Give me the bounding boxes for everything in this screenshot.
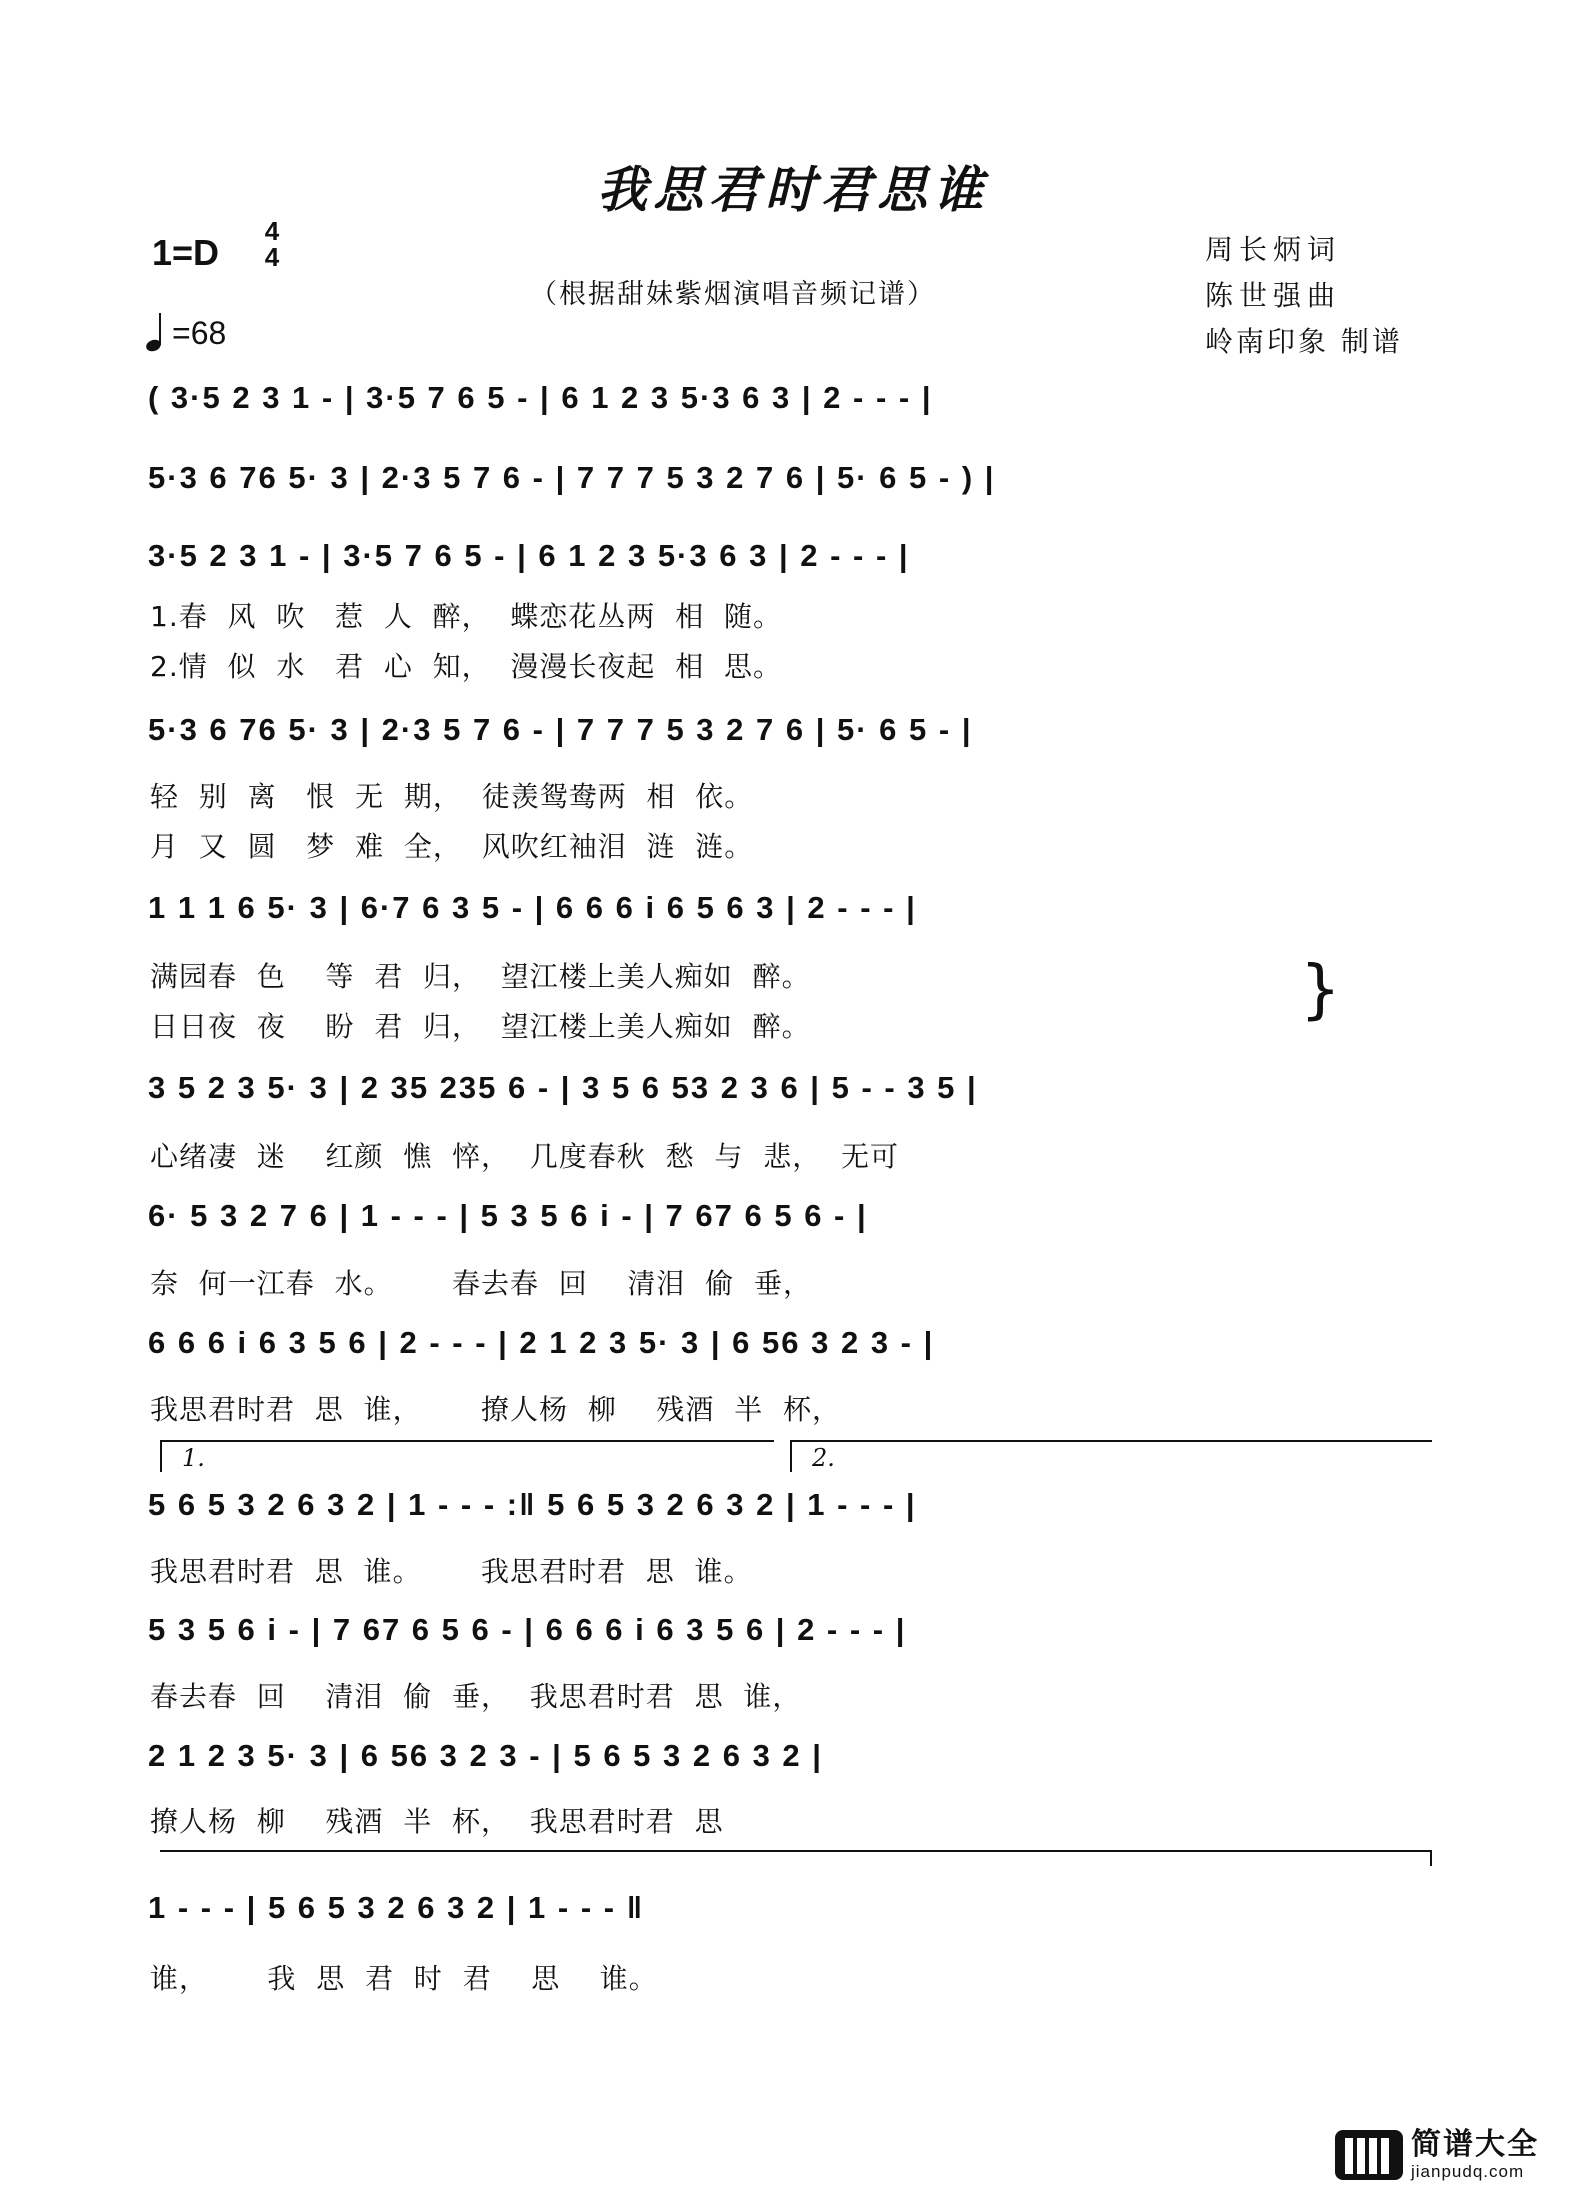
- notes-line-3: 3·5 2 3 1 - | 3·5 7 6 5 - | 6 1 2 3 5·3 6 3 | 2 - - - |: [148, 538, 910, 573]
- key-signature: 1=D: [152, 232, 220, 273]
- notes-line-4: 5·3 6 76 5· 3 | 2·3 5 7 6 - | 7 7 7 5 3 2 7 6 | 5· 6 5 - |: [148, 712, 973, 747]
- time-signature: [258, 218, 286, 270]
- notes-line-5: 1 1 1 6 5· 3 | 6·7 6 3 5 - | 6 6 6 i 6 5 6 3 | 2 - - - |: [148, 890, 917, 925]
- notes-line-10: 5 3 5 6 i - | 7 67 6 5 6 - | 6 6 6 i 6 3 5 6 | 2 - - - |: [148, 1612, 907, 1647]
- score-line-5: [148, 890, 1428, 926]
- tempo-marking: [146, 313, 226, 353]
- arranger-credit: 岭南印象 制谱: [1205, 325, 1403, 358]
- watermark-brand: 简谱大全: [1411, 2127, 1539, 2162]
- score-line-4: [148, 712, 1428, 748]
- notes-line-2: 5·3 6 76 5· 3 | 2·3 5 7 6 - | 7 7 7 5 3 2 7 6 | 5· 6 5 - ) |: [148, 460, 996, 495]
- score-line-10: [148, 1612, 1428, 1648]
- score-line-2: [148, 460, 1428, 496]
- song-title: 我思君时君思谁: [597, 160, 989, 219]
- lyric-verse2-line3: 日日夜 夜 盼 君 归， 望江楼上美人痴如 醉。: [150, 1010, 811, 1043]
- score-line-6: [148, 1070, 1428, 1106]
- piano-logo-icon: [1335, 2130, 1403, 2180]
- volta-2-label: 2.: [812, 1444, 835, 1472]
- score-line-1: [148, 380, 1428, 416]
- notes-line-12: 1 - - - | 5 6 5 3 2 6 3 2 | 1 - - - ‖: [148, 1890, 645, 1925]
- volta-1-label: 1.: [182, 1444, 205, 1472]
- score-line-7: [148, 1198, 1428, 1234]
- verse-brace: }: [1300, 953, 1341, 1027]
- lyric-line-10: 春去春 回 清泪 偷 垂， 我思君时君 思 谁，: [150, 1680, 802, 1713]
- lyric-verse2-line1: 2.情 似 水 君 心 知， 漫漫长夜起 相 思。: [150, 650, 783, 683]
- notes-line-11: 2 1 2 3 5· 3 | 6 56 3 2 3 - | 5 6 5 3 2 6 3 2 |: [148, 1738, 823, 1773]
- notes-line-6: 3 5 2 3 5· 3 | 2 35 235 6 - | 3 5 6 53 2 3 6 | 5 - - 3 5 |: [148, 1070, 978, 1105]
- lyric-line-8: 我思君时君 思 谁， 撩人杨 柳 残酒 半 杯，: [150, 1393, 842, 1426]
- notes-line-8: 6 6 6 i 6 3 5 6 | 2 - - - | 2 1 2 3 5· 3 | 6 56 3 2 3 - |: [148, 1325, 935, 1360]
- time-signature-bottom: 4: [264, 242, 280, 272]
- lyricist-credit: 周长炳词: [1205, 233, 1342, 266]
- final-bracket-line: [160, 1850, 1432, 1866]
- lyric-verse1-line2: 轻 别 离 恨 无 期， 徒羡鸳鸯两 相 依。: [150, 780, 754, 813]
- lyric-line-12: 谁， 我 思 君 时 君 思 谁。: [150, 1962, 658, 1995]
- time-signature-top: 4: [264, 216, 280, 246]
- lyric-verse2-line2: 月 又 圆 梦 难 全， 风吹红袖泪 涟 涟。: [150, 830, 754, 863]
- quarter-note-icon: [146, 313, 168, 353]
- score-line-8: [148, 1325, 1428, 1361]
- lyric-line-7: 奈 何一江春 水。 春去春 回 清泪 偷 垂，: [150, 1267, 813, 1300]
- lyric-verse1-line3: 满园春 色 等 君 归， 望江楼上美人痴如 醉。: [150, 960, 811, 993]
- notes-line-9: 5 6 5 3 2 6 3 2 | 1 - - - :‖ 5 6 5 3 2 6 3 2 | 1 - - - |: [148, 1487, 917, 1522]
- notes-line-1: ( 3·5 2 3 1 - | 3·5 7 6 5 - | 6 1 2 3 5·3 6 3 | 2 - - - |: [148, 380, 933, 415]
- lyric-line-11: 撩人杨 柳 残酒 半 杯， 我思君时君 思: [150, 1805, 724, 1838]
- lyric-verse1-line1: 1.春 风 吹 惹 人 醉， 蝶恋花丛两 相 随。: [150, 600, 783, 633]
- volta-second-ending: [790, 1440, 1432, 1472]
- score-line-9: [148, 1487, 1428, 1523]
- lyric-line-9: 我思君时君 思 谁。 我思君时君 思 谁。: [150, 1555, 753, 1588]
- watermark-url: jianpudq.com: [1411, 2162, 1525, 2181]
- score-line-11: [148, 1738, 1428, 1774]
- score-line-12: [148, 1890, 1428, 1926]
- composer-credit: 陈世强曲: [1205, 279, 1342, 312]
- subtitle: （根据甜妹紫烟演唱音频记谱）: [530, 279, 936, 310]
- score-line-3: [148, 538, 1428, 574]
- lyric-line-6: 心绪凄 迷 红颜 憔 悴， 几度春秋 愁 与 悲， 无可: [150, 1140, 900, 1173]
- tempo-value: =68: [172, 314, 227, 351]
- notes-line-7: 6· 5 3 2 7 6 | 1 - - - | 5 3 5 6 i - | 7 67 6 5 6 - |: [148, 1198, 868, 1233]
- site-watermark: [1335, 2125, 1575, 2185]
- volta-first-ending: [160, 1440, 774, 1472]
